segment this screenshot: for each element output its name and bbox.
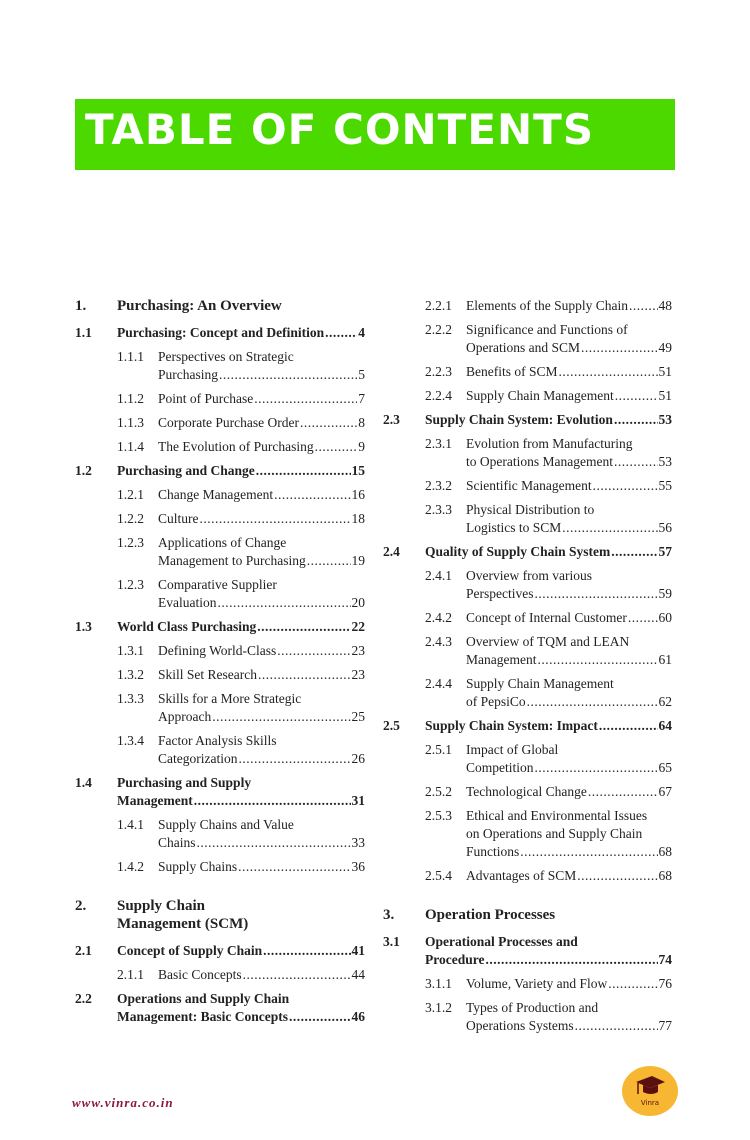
entry-number: 2.3.1 xyxy=(425,436,452,451)
dot-leader xyxy=(581,339,658,357)
dot-leader xyxy=(238,750,350,768)
entry-number: 2.5.3 xyxy=(425,808,452,823)
entry-title-line: Management (SCM) xyxy=(117,916,249,932)
entry-number: 1.1.4 xyxy=(117,439,144,454)
dot-leader xyxy=(611,543,657,561)
page-title: TABLE OF CONTENTS xyxy=(85,105,595,154)
entry-title-line: Purchasing: Concept and Definition xyxy=(117,325,325,340)
entry-title-line: Overview of TQM and LEAN xyxy=(466,634,630,649)
toc-entry[interactable] xyxy=(383,675,672,711)
toc-entry[interactable] xyxy=(383,297,672,315)
entry-number: 2.1 xyxy=(75,943,92,958)
entry-title-line: Operations Systems xyxy=(466,1018,574,1033)
entry-number: 1.2.3 xyxy=(117,577,144,592)
entry-number: 2.5 xyxy=(383,718,400,733)
toc-entry[interactable] xyxy=(383,717,672,735)
entry-number: 2.4.1 xyxy=(425,568,452,583)
dot-leader xyxy=(197,834,351,852)
entry-number: 2.4 xyxy=(383,544,400,559)
entry-title-line: Operations and SCM xyxy=(466,340,580,355)
page-number: 5 xyxy=(358,367,365,382)
page-number: 46 xyxy=(351,1009,365,1024)
entry-title-line: Chains xyxy=(158,835,196,850)
dot-leader xyxy=(520,843,657,861)
dot-leader xyxy=(217,594,350,612)
entry-title-line: Types of Production and xyxy=(466,1000,599,1015)
dot-leader xyxy=(614,411,658,429)
entry-title-line: Operation Processes xyxy=(425,907,556,923)
dot-leader xyxy=(300,414,357,432)
toc-entry[interactable] xyxy=(75,774,365,810)
entry-title-line: Operations and Supply Chain xyxy=(117,991,290,1006)
entry-title-line: Supply Chain System: Impact xyxy=(425,718,598,733)
page-number: 18 xyxy=(351,511,365,526)
page-number: 74 xyxy=(658,952,672,967)
dot-leader xyxy=(263,942,350,960)
dot-leader xyxy=(614,453,658,471)
entry-title-line: Point of Purchase xyxy=(158,391,254,406)
page-number: 22 xyxy=(351,619,365,634)
toc-entry[interactable] xyxy=(383,567,672,603)
dot-leader xyxy=(562,519,657,537)
toc-entry[interactable] xyxy=(383,435,672,471)
toc-entry[interactable] xyxy=(75,897,365,933)
dot-leader xyxy=(243,966,351,984)
dot-leader xyxy=(256,462,351,480)
entry-title-line: to Operations Management xyxy=(466,454,613,469)
dot-leader xyxy=(535,759,658,777)
entry-number: 3.1.1 xyxy=(425,976,452,991)
entry-number: 1.3.1 xyxy=(117,643,144,658)
page-number: 68 xyxy=(658,844,672,859)
toc-entry[interactable] xyxy=(75,297,365,315)
page-number: 61 xyxy=(658,652,672,667)
entry-title-line: Quality of Supply Chain System xyxy=(425,544,611,559)
publisher-logo xyxy=(622,1066,678,1116)
dot-leader xyxy=(238,858,350,876)
page-number: 55 xyxy=(658,478,672,493)
entry-title-line: Elements of the Supply Chain xyxy=(466,298,628,313)
toc-entry[interactable] xyxy=(75,690,365,726)
entry-title-line: Comparative Supplier xyxy=(158,577,277,592)
toc-right-column xyxy=(383,291,672,1035)
entry-number: 2. xyxy=(75,898,87,914)
entry-number: 1.1.3 xyxy=(117,415,144,430)
entry-number: 1.3.2 xyxy=(117,667,144,682)
toc-entry[interactable] xyxy=(75,438,365,456)
entry-title-line: Defining World-Class xyxy=(158,643,277,658)
entry-title-line: Perspectives xyxy=(466,586,534,601)
page-number: 53 xyxy=(658,412,672,427)
entry-title-line: Supply Chains and Value xyxy=(158,817,294,832)
entry-title-line: Supply Chain Management xyxy=(466,388,614,403)
toc-entry[interactable] xyxy=(75,414,365,432)
logo-text: Vinra xyxy=(640,1099,660,1107)
toc-entry[interactable] xyxy=(383,867,672,885)
toc-entry[interactable] xyxy=(75,510,365,528)
entry-number: 1.1 xyxy=(75,325,92,340)
toc-left-column xyxy=(75,291,365,1026)
toc-entry[interactable] xyxy=(383,975,672,993)
entry-title-line: Management to Purchasing xyxy=(158,553,306,568)
toc-entry[interactable] xyxy=(75,816,365,852)
entry-title-line: on Operations and Supply Chain xyxy=(466,826,643,841)
page-number: 41 xyxy=(351,943,365,958)
entry-title-line: Benefits of SCM xyxy=(466,364,558,379)
dot-leader xyxy=(575,1017,658,1035)
entry-title-line: Supply Chain System: Evolution xyxy=(425,412,613,427)
entry-title-line: Change Management xyxy=(158,487,274,502)
entry-title-line: Physical Distribution to xyxy=(466,502,595,517)
entry-number: 1. xyxy=(75,298,87,314)
toc-entry[interactable] xyxy=(75,732,365,768)
entry-title-line: The Evolution of Purchasing xyxy=(158,439,314,454)
dot-leader xyxy=(629,297,658,315)
page-number: 67 xyxy=(658,784,672,799)
entry-number: 1.3.3 xyxy=(117,691,144,706)
entry-title-line: Corporate Purchase Order xyxy=(158,415,299,430)
entry-title-line: of PepsiCo xyxy=(466,694,526,709)
dot-leader xyxy=(257,618,350,636)
dot-leader xyxy=(537,651,657,669)
dot-leader xyxy=(212,708,350,726)
entry-title-line: Advantages of SCM xyxy=(466,868,577,883)
page-number: 49 xyxy=(658,340,672,355)
dot-leader xyxy=(577,867,657,885)
entry-title-line: Impact of Global xyxy=(466,742,559,757)
dot-leader xyxy=(289,1008,351,1026)
page-number: 15 xyxy=(351,463,365,478)
toc-entry[interactable] xyxy=(383,321,672,357)
entry-title-line: Operational Processes and xyxy=(425,934,578,949)
dot-leader xyxy=(628,609,658,627)
dot-leader xyxy=(307,552,351,570)
toc-entry[interactable] xyxy=(75,348,365,384)
toc-entry[interactable] xyxy=(75,666,365,684)
dot-leader xyxy=(615,387,658,405)
dot-leader xyxy=(274,486,350,504)
dot-leader xyxy=(219,366,357,384)
dot-leader xyxy=(315,438,358,456)
toc-entry[interactable] xyxy=(383,741,672,777)
entry-number: 1.2.1 xyxy=(117,487,144,502)
entry-title-line: Purchasing: An Overview xyxy=(117,298,282,314)
toc-entry[interactable] xyxy=(75,618,365,636)
entry-title-line: Competition xyxy=(466,760,534,775)
entry-title-line: Scientific Management xyxy=(466,478,592,493)
toc-entry[interactable] xyxy=(75,324,365,342)
entry-title-line: Technological Change xyxy=(466,784,587,799)
toc-entry[interactable] xyxy=(75,858,365,876)
page-number: 8 xyxy=(358,415,365,430)
entry-title-line: Supply Chain xyxy=(117,898,205,914)
entry-title-line: Volume, Variety and Flow xyxy=(466,976,608,991)
entry-number: 1.1.2 xyxy=(117,391,144,406)
toc-entry[interactable] xyxy=(75,486,365,504)
website-link[interactable]: www.vinra.co.in xyxy=(72,1095,174,1110)
page-number: 53 xyxy=(658,454,672,469)
entry-title-line: Significance and Functions of xyxy=(466,322,628,337)
page-number: 31 xyxy=(351,793,365,808)
entry-number: 2.2.1 xyxy=(425,298,452,313)
dot-leader xyxy=(559,363,658,381)
toc-entry[interactable] xyxy=(383,807,672,861)
dot-leader xyxy=(527,693,658,711)
dot-leader xyxy=(534,585,657,603)
dot-leader xyxy=(277,642,350,660)
entry-number: 1.1.1 xyxy=(117,349,144,364)
entry-title-line: Perspectives on Strategic xyxy=(158,349,294,364)
dot-leader xyxy=(593,477,658,495)
toc-entry[interactable] xyxy=(75,990,365,1026)
toc-entry[interactable] xyxy=(383,933,672,969)
entry-number: 2.3.2 xyxy=(425,478,452,493)
entry-title-line: Concept of Supply Chain xyxy=(117,943,263,958)
graduation-cap-icon xyxy=(634,1074,666,1098)
toc-entry[interactable] xyxy=(383,387,672,405)
page-number: 51 xyxy=(658,364,672,379)
entry-number: 2.2.3 xyxy=(425,364,452,379)
entry-title-line: Basic Concepts xyxy=(158,967,242,982)
entry-title-line: Skills for a More Strategic xyxy=(158,691,302,706)
entry-number: 2.4.2 xyxy=(425,610,452,625)
entry-number: 2.5.2 xyxy=(425,784,452,799)
toc-entry[interactable] xyxy=(383,501,672,537)
page-number: 36 xyxy=(351,859,365,874)
entry-number: 2.3.3 xyxy=(425,502,452,517)
page-number: 57 xyxy=(658,544,672,559)
entry-title-line: Overview from various xyxy=(466,568,592,583)
dot-leader xyxy=(254,390,357,408)
toc-entry[interactable] xyxy=(383,783,672,801)
entry-title-line: Ethical and Environmental Issues xyxy=(466,808,648,823)
entry-number: 2.2 xyxy=(75,991,92,1006)
page-number: 44 xyxy=(351,967,365,982)
entry-title-line: Management xyxy=(117,793,193,808)
toc-entry[interactable] xyxy=(383,999,672,1035)
entry-number: 2.1.1 xyxy=(117,967,144,982)
toc-entry[interactable] xyxy=(75,942,365,960)
entry-number: 2.5.4 xyxy=(425,868,452,883)
page-number: 59 xyxy=(658,586,672,601)
entry-title-line: Skill Set Research xyxy=(158,667,257,682)
page-number: 76 xyxy=(658,976,672,991)
entry-number: 1.2.2 xyxy=(117,511,144,526)
entry-title-line: Approach xyxy=(158,709,212,724)
entry-title-line: Factor Analysis Skills xyxy=(158,733,277,748)
toc-entry[interactable] xyxy=(383,543,672,561)
page-number: 9 xyxy=(358,439,365,454)
toc-entry[interactable] xyxy=(383,906,672,924)
entry-title-line: Concept of Internal Customer xyxy=(466,610,627,625)
page-number: 77 xyxy=(658,1018,672,1033)
page-number: 19 xyxy=(351,553,365,568)
toc-entry[interactable] xyxy=(75,390,365,408)
page-number: 23 xyxy=(351,667,365,682)
page-number: 64 xyxy=(658,718,672,733)
entry-number: 1.4.1 xyxy=(117,817,144,832)
page-number: 20 xyxy=(351,595,365,610)
dot-leader xyxy=(258,666,351,684)
page-number: 25 xyxy=(351,709,365,724)
entry-number: 3.1 xyxy=(383,934,400,949)
entry-number: 1.3.4 xyxy=(117,733,144,748)
dot-leader xyxy=(194,792,351,810)
dot-leader xyxy=(608,975,657,993)
entry-number: 1.3 xyxy=(75,619,92,634)
entry-title-line: Purchasing xyxy=(158,367,218,382)
toc-entry[interactable] xyxy=(75,576,365,612)
entry-number: 2.4.4 xyxy=(425,676,452,691)
toc-entry[interactable] xyxy=(383,633,672,669)
entry-number: 2.2.2 xyxy=(425,322,452,337)
page-number: 23 xyxy=(351,643,365,658)
page-number: 48 xyxy=(658,298,672,313)
entry-title-line: Management: Basic Concepts xyxy=(117,1009,288,1024)
page-number: 62 xyxy=(658,694,672,709)
entry-number: 3. xyxy=(383,907,395,923)
entry-title-line: Applications of Change xyxy=(158,535,287,550)
toc-entry[interactable] xyxy=(383,363,672,381)
toc-entry[interactable] xyxy=(383,609,672,627)
entry-number: 1.2.3 xyxy=(117,535,144,550)
entry-number: 2.2.4 xyxy=(425,388,452,403)
page-number: 68 xyxy=(658,868,672,883)
entry-title-line: Supply Chain Management xyxy=(466,676,614,691)
dot-leader xyxy=(485,951,657,969)
page-number: 16 xyxy=(351,487,365,502)
page-number: 4 xyxy=(358,325,365,340)
dot-leader xyxy=(325,324,357,342)
page-number: 33 xyxy=(351,835,365,850)
toc-entry[interactable] xyxy=(75,642,365,660)
entry-number: 2.4.3 xyxy=(425,634,452,649)
page-number: 65 xyxy=(658,760,672,775)
page-number: 60 xyxy=(658,610,672,625)
entry-number: 2.5.1 xyxy=(425,742,452,757)
page-number: 26 xyxy=(351,751,365,766)
entry-title-line: Purchasing and Supply xyxy=(117,775,252,790)
entry-title-line: Supply Chains xyxy=(158,859,238,874)
toc-entry[interactable] xyxy=(383,411,672,429)
dot-leader xyxy=(599,717,658,735)
dot-leader xyxy=(588,783,658,801)
entry-number: 1.2 xyxy=(75,463,92,478)
entry-title-line: Management xyxy=(466,652,537,667)
page-number: 7 xyxy=(358,391,365,406)
toc-entry[interactable] xyxy=(75,462,365,480)
page-number: 56 xyxy=(658,520,672,535)
dot-leader xyxy=(200,510,351,528)
entry-title-line: Functions xyxy=(466,844,520,859)
entry-title-line: Culture xyxy=(158,511,199,526)
entry-title-line: World Class Purchasing xyxy=(117,619,257,634)
title-banner xyxy=(75,99,675,170)
entry-number: 2.3 xyxy=(383,412,400,427)
entry-title-line: Evaluation xyxy=(158,595,217,610)
toc-entry[interactable] xyxy=(75,966,365,984)
entry-title-line: Evolution from Manufacturing xyxy=(466,436,633,451)
entry-title-line: Procedure xyxy=(425,952,485,967)
toc-entry[interactable] xyxy=(383,477,672,495)
entry-title-line: Categorization xyxy=(158,751,238,766)
page-number: 51 xyxy=(658,388,672,403)
entry-title-line: Logistics to SCM xyxy=(466,520,562,535)
toc-entry[interactable] xyxy=(75,534,365,570)
entry-number: 1.4.2 xyxy=(117,859,144,874)
entry-number: 1.4 xyxy=(75,775,92,790)
entry-title-line: Purchasing and Change xyxy=(117,463,255,478)
entry-number: 3.1.2 xyxy=(425,1000,452,1015)
